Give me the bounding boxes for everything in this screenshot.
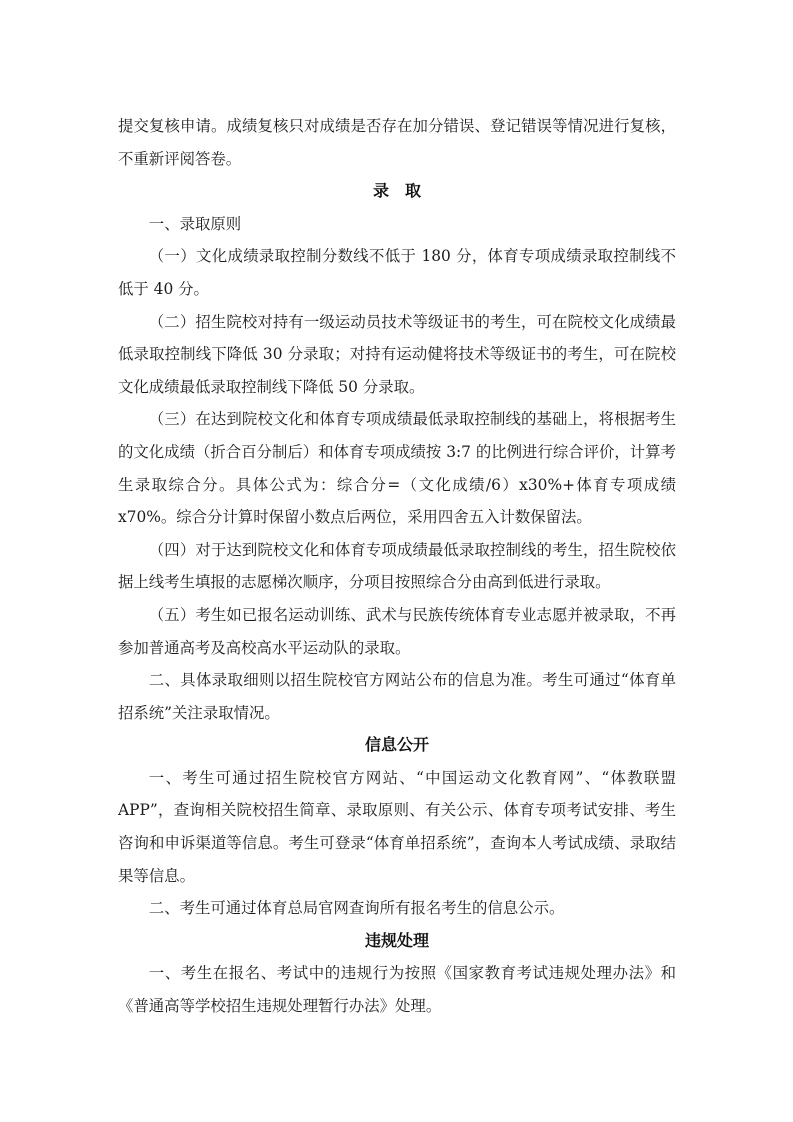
body-paragraph: 二、考生可通过体育总局官网查询所有报名考生的信息公示。 xyxy=(148,899,565,918)
body-paragraph: 提交复核申请。成绩复核只对成绩是否存在加分错误、登记错误等情况进行复核，不重新评阅答卷。 xyxy=(118,117,676,168)
body-paragraph: 二、具体录取细则以招生院校官方网站公布的信息为准。考生可通过“体育单招系统”关注录取情况。 xyxy=(118,671,676,722)
body-paragraph: （四）对于达到院校文化和体育专项成绩最低录取控制线的考生，招生院校依据上线考生填报的志愿梯次顺序，分项目按照综合分由高到低进行录取。 xyxy=(118,540,676,592)
body-paragraph: 一、录取原则 xyxy=(148,214,242,233)
section-heading: 信息公开 xyxy=(364,735,429,755)
section-heading: 违规处理 xyxy=(364,930,429,950)
body-paragraph: （二）招生院校对持有一级运动员技术等级证书的考生，可在院校文化成绩最低录取控制线下降低 30 分录取；对持有运动健将技术等级证书的考生，可在院校文化成绩最低录取控制线下降低 50 分录取。 xyxy=(118,312,676,396)
body-paragraph: 一、考生可通过招生院校官方网站、“中国运动文化教育网”、“体教联盟APP”，查询相关院校招生简章、录取原则、有关公示、体育专项考试安排、考生咨询和申诉渠道等信息。考生可登录“体育单招系统”，查询本人考试成绩、录取结果等信息。 xyxy=(118,768,676,885)
body-paragraph: 一、考生在报名、考试中的违规行为按照《国家教育考试违规处理办法》和《普通高等学校招生违规处理暂行办法》处理。 xyxy=(118,964,676,1016)
body-paragraph: （五）考生如已报名运动训练、武术与民族传统体育专业志愿并被录取，不再参加普通高考及高校高水平运动队的录取。 xyxy=(118,605,676,657)
document-body xyxy=(118,110,676,1023)
body-paragraph: （一）文化成绩录取控制分数线不低于 180 分，体育专项成绩录取控制线不低于 40 分。 xyxy=(118,247,676,298)
body-paragraph: （三）在达到院校文化和体育专项成绩最低录取控制线的基础上，将根据考生的文化成绩（折合百分制后）和体育专项成绩按 3:7 的比例进行综合评价，计算考生录取综合分。具体公式为：综合分=（文化成绩/6）x30%+体育专项成绩x70%。综合分计算时保留小数点后两位，采用四舍五入计数保留法。 xyxy=(118,410,676,527)
section-heading: 录 取 xyxy=(372,181,421,201)
